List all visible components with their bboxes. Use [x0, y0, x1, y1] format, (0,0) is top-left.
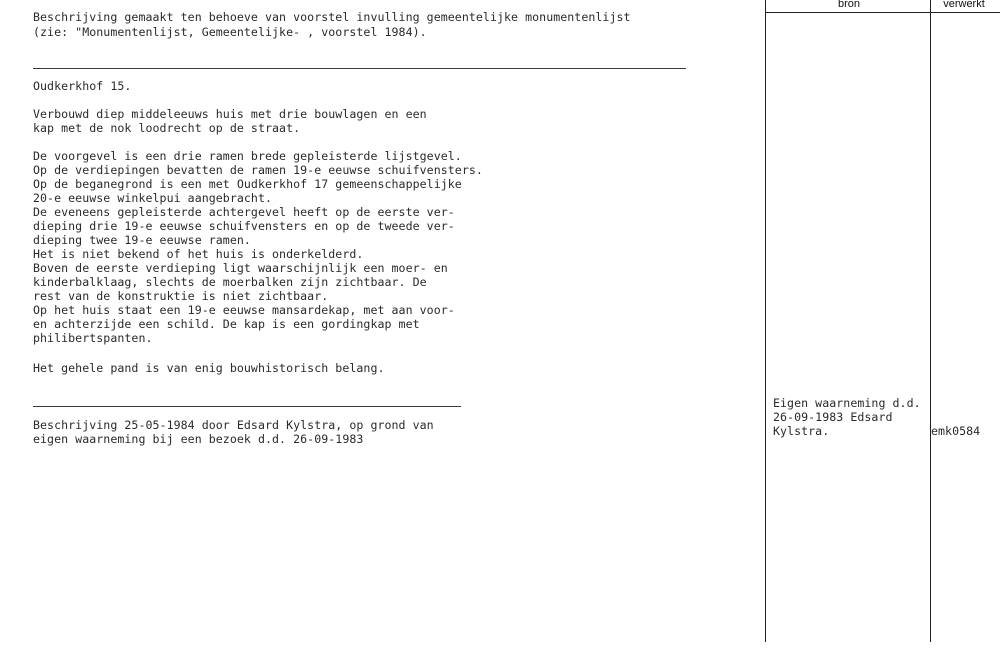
body-line: Boven de eerste verdieping ligt waarschijnlijk een moer- en — [33, 261, 448, 275]
separator-rule-top — [33, 68, 686, 69]
header-line-1: Beschrijving gemaakt ten behoeve van voorstel invulling gemeentelijke monumentenlijst — [33, 10, 631, 24]
body-line: Het is niet bekend of het huis is onderkelderd. — [33, 247, 364, 261]
body-line: Op de verdiepingen bevatten de ramen 19-e eeuwse schuifvensters. — [33, 163, 483, 177]
footer-line: Beschrijving 25-05-1984 door Edsard Kylstra, op grond van — [33, 418, 434, 432]
footer-line: eigen waarneming bij een bezoek d.d. 26-09-1983 — [33, 432, 364, 446]
body-line: philibertspanten. — [33, 331, 153, 345]
header-line-2: (zie: "Monumentenlijst, Gemeentelijke- , voorstel 1984). — [33, 25, 427, 39]
body-line: De voorgevel is een drie ramen brede gepleisterde lijstgevel. — [33, 149, 462, 163]
body-line: Op de beganegrond is een met Oudkerkhof 17 gemeenschappelijke — [33, 177, 462, 191]
intro-line: Verbouwd diep middeleeuws huis met drie bouwlagen en een — [33, 107, 427, 121]
conclusion-line: Het gehele pand is van enig bouwhistorisch belang. — [33, 361, 385, 375]
separator-rule-bottom — [33, 406, 461, 407]
column-header-verwerkt: verwerkt — [943, 0, 985, 10]
body-line: De eveneens gepleisterde achtergevel heeft op de eerste ver- — [33, 205, 455, 219]
source-line: 26-09-1983 Edsard — [773, 410, 893, 424]
body-line: 20-e eeuwse winkelpui aangebracht. — [33, 191, 273, 205]
body-line: Op het huis staat een 19-e eeuwse mansardekap, met aan voor- — [33, 303, 455, 317]
body-line: dieping twee 19-e eeuwse ramen. — [33, 233, 251, 247]
body-line: kinderbalklaag, slechts de moerbalken zijn zichtbaar. De — [33, 275, 427, 289]
column-divider-right — [930, 0, 931, 642]
source-line: Kylstra. — [773, 424, 830, 438]
body-line: dieping drie 19-e eeuwse schuifvensters en op de tweede ver- — [33, 219, 455, 233]
address-heading: Oudkerkhof 15. — [33, 79, 132, 93]
source-line: Eigen waarneming d.d. — [773, 396, 921, 410]
column-header-bron: bron — [837, 0, 861, 10]
processed-code: emk0584 — [931, 424, 981, 438]
body-line: rest van de konstruktie is niet zichtbaar. — [33, 289, 329, 303]
body-line: en achterzijde een schild. De kap is een gordingkap met — [33, 317, 420, 331]
column-header-rule — [765, 12, 1000, 13]
column-divider-left — [765, 0, 766, 642]
intro-line: kap met de nok loodrecht op de straat. — [33, 121, 301, 135]
